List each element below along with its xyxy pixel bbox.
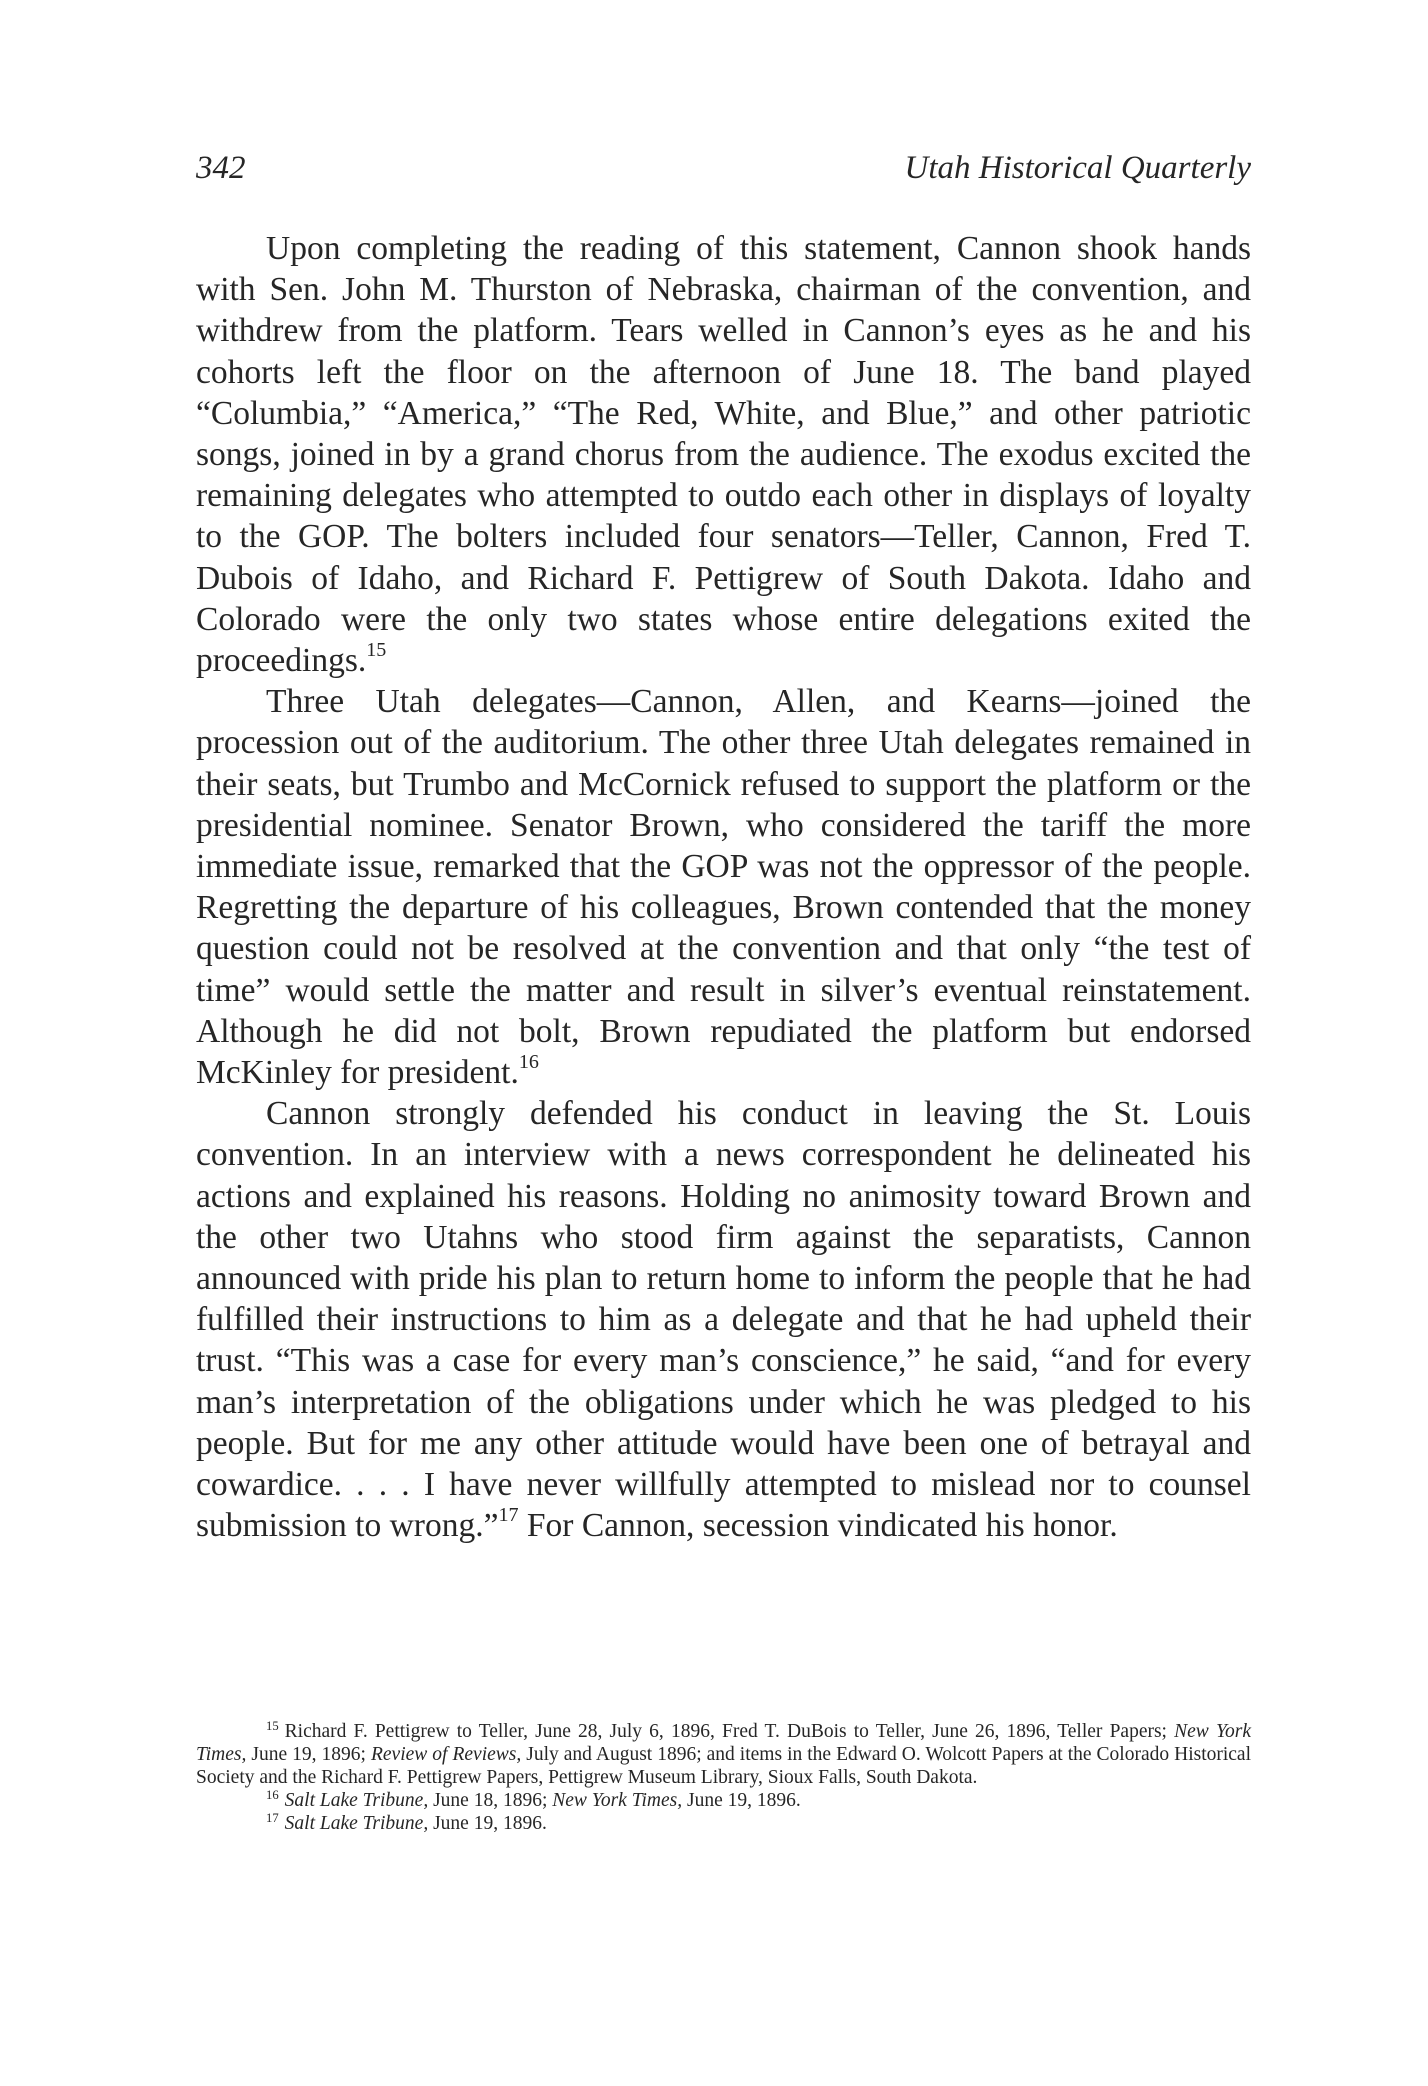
footnote-citation-title: New York Times, xyxy=(552,1790,683,1811)
footnote-text: June 19, 1896; xyxy=(246,1744,371,1765)
running-head: Utah Historical Quarterly xyxy=(904,150,1251,186)
footnote-text: July and August 1896; and items in the Edward O. Wolcott Papers at the Colorado Historical Society and the Richard F. Pettigrew Papers, Pettigrew Museum Library, Sioux Falls, South Dakota. xyxy=(196,1744,1252,1788)
paragraph xyxy=(196,681,1251,1093)
footnote-text: June 18, 1896; xyxy=(428,1790,553,1811)
paragraph xyxy=(196,1093,1251,1546)
footnote-marker: 15 xyxy=(266,1719,279,1734)
footnote xyxy=(196,1789,1251,1812)
paragraph-text: Three Utah delegates—Cannon, Allen, and Kearns—joined the procession out of the auditorium. The other three Utah delegates remained in their seats, but Trumbo and McCornick refused to support the platform or the presidential nominee. Senator Brown, who considered the tariff the more immediate issue, remarked that the GOP was not the oppressor of the people. Regretting the departure of his colleagues, Brown contended that the money question could not be resolved at the convention and that only “the test of time” would settle the matter and result in silver’s eventual reinstatement. Although he did not bolt, Brown repudiated the platform but endorsed McKinley for president. xyxy=(196,683,1251,1092)
page-header xyxy=(196,150,1251,200)
body-text xyxy=(196,228,1251,1547)
footnote-text: June 19, 1896. xyxy=(682,1790,801,1811)
paragraph-text: Upon completing the reading of this statement, Cannon shook hands with Sen. John M. Thurston of Nebraska, chairman of the convention, and withdrew from the platform. Tears welled in Cannon’s eyes as he and his cohorts left the floor on the afternoon of June 18. The band played “Columbia,” “America,” “The Red, White, and Blue,” and other patriotic songs, joined in by a grand chorus from the audience. The exodus excited the remaining delegates who attempted to outdo each other in displays of loyalty to the GOP. The bolters included four senators—Teller, Cannon, Fred T. Dubois of Idaho, and Richard F. Pettigrew of South Dakota. Idaho and Colorado were the only two states whose entire delegations exited the proceedings. xyxy=(196,230,1251,680)
paragraph xyxy=(196,228,1251,681)
footnote-citation-title: New York Times, xyxy=(196,1721,1251,1765)
footnote-citation-title: Salt Lake Tribune, xyxy=(284,1790,429,1811)
footnote-marker: 17 xyxy=(266,1811,279,1826)
paragraph-text: Cannon strongly defended his conduct in leaving the St. Louis convention. In an interview with a news correspondent he delineated his actions and explained his reasons. Holding no animosity toward Brown and the other two Utahns who stood firm against the separatists, Cannon announced with pride his plan to return home to inform the people that he had fulfilled their instructions to him as a delegate and that he had upheld their trust. “This was a case for every man’s conscience,” he said, “and for every man’s interpretation of the obligations under which he was pledged to his people. But for me any other attitude would have been one of betrayal and cowardice. . . . I have never willfully attempted to mislead nor to counsel submission to wrong.” xyxy=(196,1095,1251,1545)
footnote xyxy=(196,1720,1251,1789)
footnote-citation-title: Salt Lake Tribune, xyxy=(284,1813,429,1834)
footnote-marker: 16 xyxy=(266,1788,279,1803)
footnote-reference: 16 xyxy=(518,1051,539,1073)
footnote xyxy=(196,1812,1251,1835)
footnote-text: Richard F. Pettigrew to Teller, June 28, July 6, 1896, Fred T. DuBois to Teller, June 26, 1896, Teller Papers; xyxy=(284,1721,1175,1742)
footnote-citation-title: Review of Reviews, xyxy=(370,1744,522,1765)
footnote-text: June 19, 1896. xyxy=(428,1813,547,1834)
footnote-reference: 15 xyxy=(366,638,387,661)
footnotes xyxy=(196,1720,1251,1835)
paragraph-text: For Cannon, secession vindicated his honor. xyxy=(518,1507,1118,1545)
footnote-reference: 17 xyxy=(498,1504,519,1527)
page-number: 342 xyxy=(196,150,246,186)
